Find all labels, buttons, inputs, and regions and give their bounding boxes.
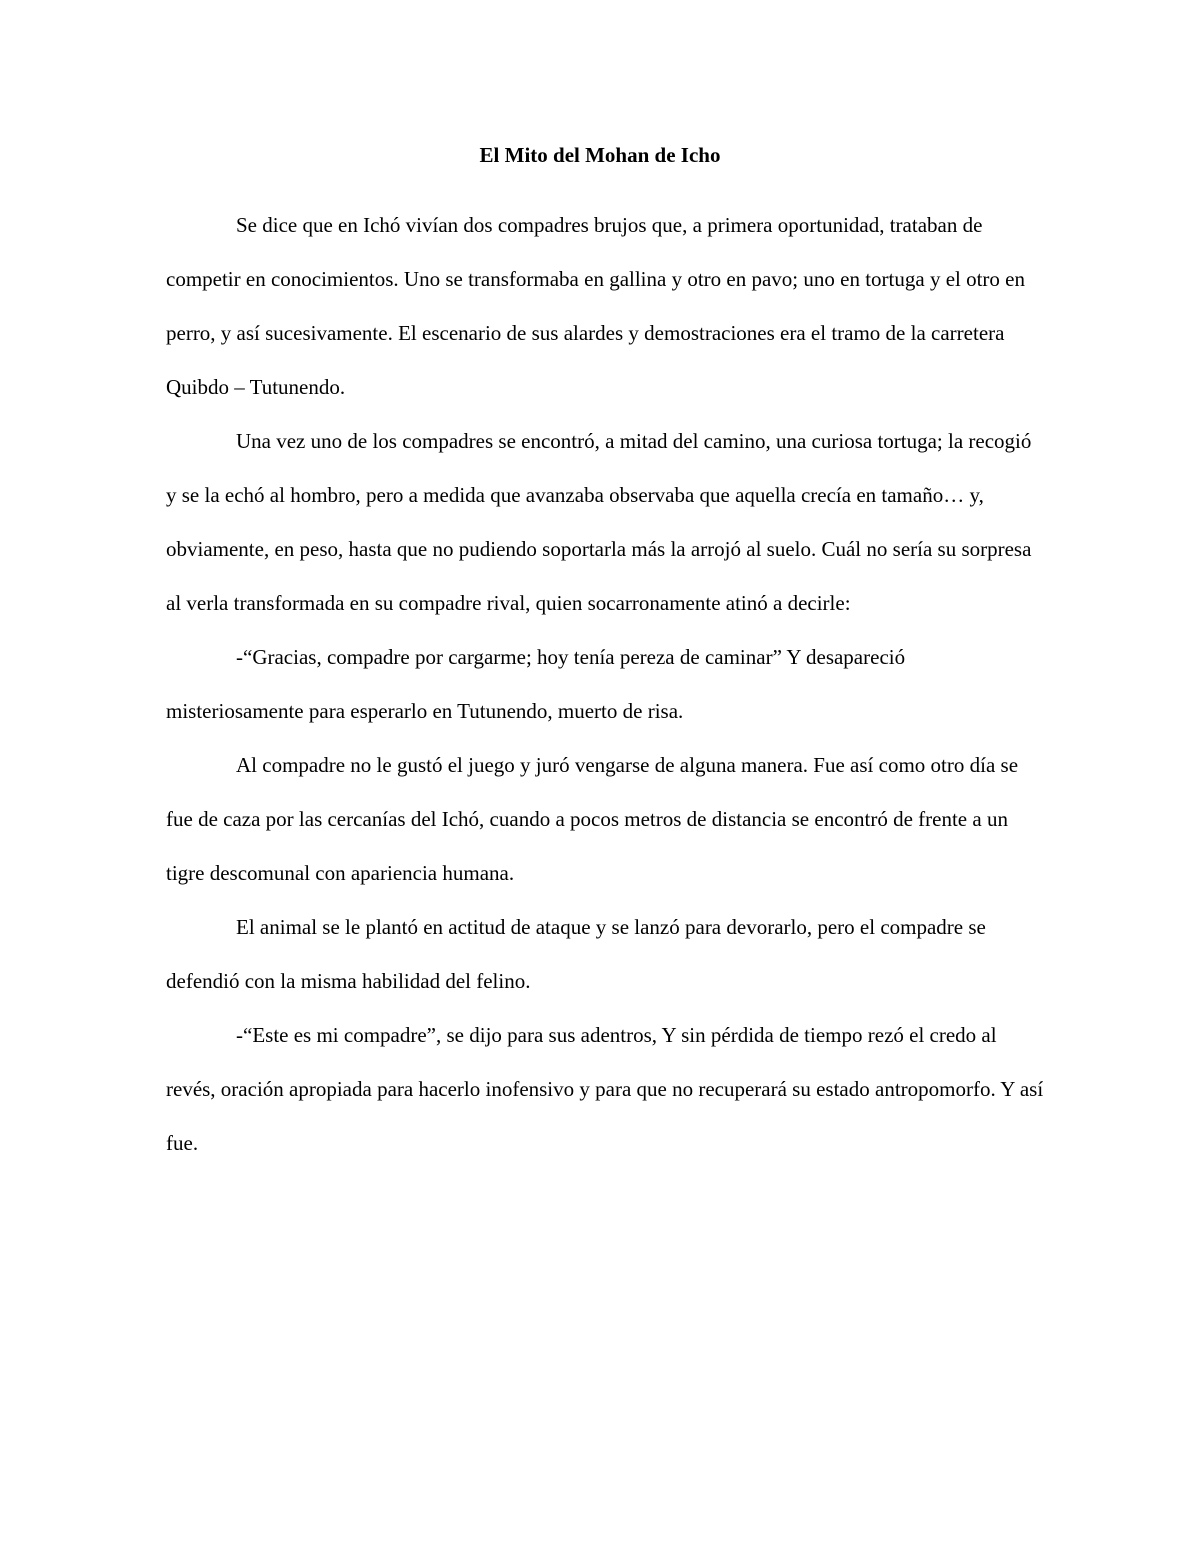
paragraph-6: -“Este es mi compadre”, se dijo para sus adentros, Y sin pérdida de tiempo rezó el credo al revés, oración apropiada para hacerlo inofensivo y para que no recuperará su estado antropomorfo. Y así fue. [166,1023,1044,1155]
paragraph-5: El animal se le plantó en actitud de ataque y se lanzó para devorarlo, pero el compadre se defendió con la misma habilidad del felino. [166,915,986,993]
document-title: El Mito del Mohan de Icho [479,143,721,167]
paragraph-4: Al compadre no le gustó el juego y juró vengarse de alguna manera. Fue así como otro día se fue de caza por las cercanías del Ichó, cuando a pocos metros de distancia se encontró de frente a un tigre descomunal con apariencia humana. [166,753,1019,885]
document-body [166,198,1046,1170]
paragraph-3: -“Gracias, compadre por cargarme; hoy tenía pereza de caminar” Y desapareció misteriosamente para esperarlo en Tutunendo, muerto de risa. [166,645,906,723]
paragraph-2: Una vez uno de los compadres se encontró, a mitad del camino, una curiosa tortuga; la recogió y se la echó al hombro, pero a medida que avanzaba observaba que aquella crecía en tamaño… y, obviamente, en peso, hasta que no pudiendo soportarla más la arrojó al suelo. Cuál no sería su sorpresa al verla transformada en su compadre rival, quien socarronamente atinó a decirle: [166,429,1032,615]
paragraph-1: Se dice que en Ichó vivían dos compadres brujos que, a primera oportunidad, trataban de competir en conocimientos. Uno se transformaba en gallina y otro en pavo; uno en tortuga y el otro en perro, y así sucesivamente. El escenario de sus alardes y demostraciones era el tramo de la carretera Quibdo – Tutunendo. [166,213,1026,399]
